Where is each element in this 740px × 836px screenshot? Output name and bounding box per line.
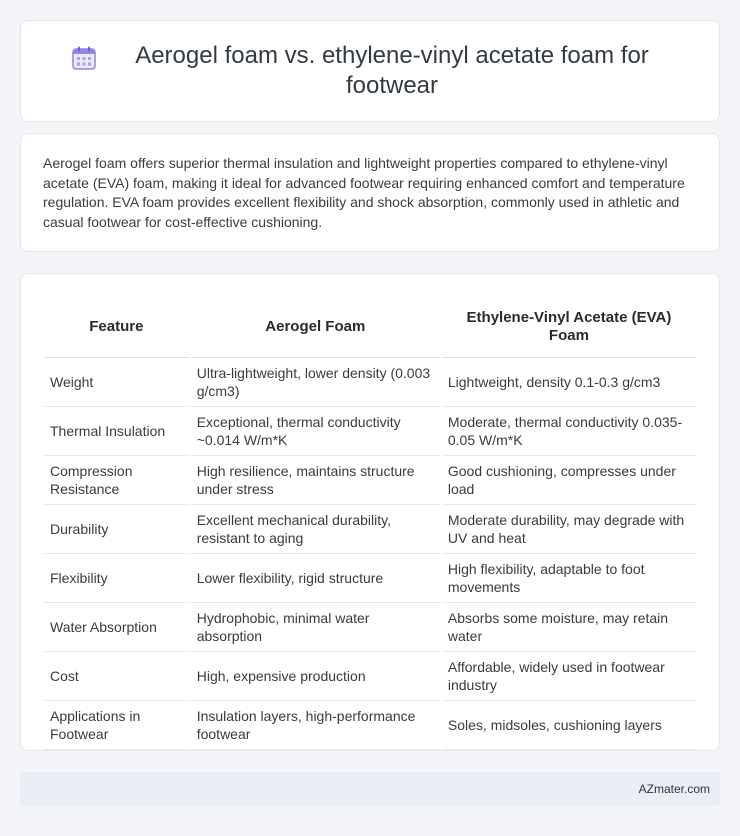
comparison-card [20,273,720,751]
cell-aerogel: Excellent mechanical durability, resistant to aging [191,505,440,554]
table-row [44,603,696,652]
title-wrap [70,41,670,101]
table-header-row [44,296,696,358]
table-row [44,358,696,407]
table-row [44,505,696,554]
table-row [44,407,696,456]
cell-aerogel: Insulation layers, high-performance footwear [191,701,440,750]
cell-feature: Weight [44,358,189,407]
cell-aerogel: High, expensive production [191,652,440,701]
table-row [44,554,696,603]
comparison-table [42,296,698,750]
cell-aerogel: High resilience, maintains structure under stress [191,456,440,505]
cell-aerogel: Exceptional, thermal conductivity ~0.014 W/m*K [191,407,440,456]
intro-card [20,133,720,252]
cell-feature: Compression Resistance [44,456,189,505]
intro-paragraph: Aerogel foam offers superior thermal insulation and lightweight properties compared to ethylene-vinyl acetate (EVA) foam, making it ideal for advanced footwear requiring enhanced comfort and temperature regulation. EVA foam provides excellent flexibility and shock absorption, commonly used in athletic and casual footwear for cost-effective cushioning. [43,155,685,230]
cell-aerogel: Hydrophobic, minimal water absorption [191,603,440,652]
cell-feature: Durability [44,505,189,554]
header-aerogel: Aerogel Foam [191,296,440,358]
table-row [44,701,696,750]
cell-eva: High flexibility, adaptable to foot movements [442,554,696,603]
cell-aerogel: Lower flexibility, rigid structure [191,554,440,603]
table-row [44,456,696,505]
cell-eva: Absorbs some moisture, may retain water [442,603,696,652]
table-row [44,652,696,701]
cell-feature: Flexibility [44,554,189,603]
cell-eva: Soles, midsoles, cushioning layers [442,701,696,750]
page-title: Aerogel foam vs. ethylene-vinyl acetate foam for footwear [135,42,649,99]
cell-eva: Moderate durability, may degrade with UV and heat [442,505,696,554]
calendar-icon [70,44,98,72]
cell-feature: Thermal Insulation [44,407,189,456]
cell-feature: Water Absorption [44,603,189,652]
title-card [20,20,720,122]
cell-feature: Applications in Footwear [44,701,189,750]
cell-eva: Lightweight, density 0.1-0.3 g/cm3 [442,358,696,407]
cell-feature: Cost [44,652,189,701]
cell-aerogel: Ultra-lightweight, lower density (0.003 g/cm3) [191,358,440,407]
header-feature: Feature [44,296,189,358]
header-eva: Ethylene-Vinyl Acetate (EVA) Foam [442,296,696,358]
cell-eva: Good cushioning, compresses under load [442,456,696,505]
cell-eva: Moderate, thermal conductivity 0.035-0.05 W/m*K [442,407,696,456]
footer-site-link[interactable]: AZmater.com [638,782,710,796]
footer-bar [20,772,720,806]
cell-eva: Affordable, widely used in footwear industry [442,652,696,701]
